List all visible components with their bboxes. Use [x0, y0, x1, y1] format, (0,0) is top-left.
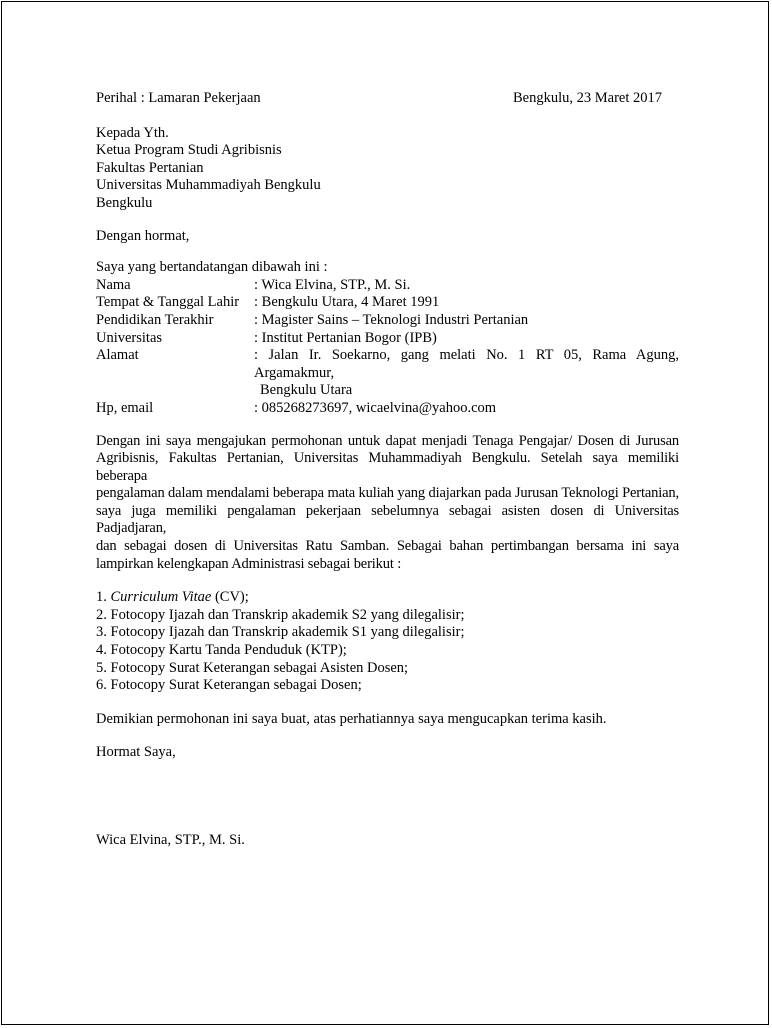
- signer-name: Wica Elvina, STP., M. Si.: [96, 832, 245, 848]
- info-row-address: [96, 347, 679, 382]
- recipient-line: Universitas Muhammadiyah Bengkulu: [96, 177, 321, 194]
- letter-content: [96, 90, 679, 850]
- subject-line: Perihal : Lamaran Pekerjaan: [96, 90, 261, 106]
- info-label: Universitas: [96, 329, 163, 346]
- info-value: : Institut Pertanian Bogor (IPB): [254, 329, 437, 346]
- info-row-contact: [96, 400, 679, 418]
- recipient-line: Bengkulu: [96, 194, 153, 211]
- info-row-university: [96, 330, 679, 348]
- attachment-suffix: (CV);: [211, 589, 249, 606]
- info-label: Tempat & Tanggal Lahir: [96, 294, 240, 311]
- body-paragraph: [96, 433, 679, 574]
- attachment-list: [96, 589, 679, 695]
- info-value: : Magister Sains – Teknologi Industri Pertanian: [254, 311, 529, 328]
- info-address-continuation: Bengkulu Utara: [260, 382, 353, 399]
- attachment-italic-title: Curriculum Vitae: [110, 589, 212, 606]
- paragraph-line: dan sebagai dosen di Universitas Ratu Samban. Sebagai bahan pertimbangan bersama ini saya: [96, 538, 679, 555]
- closing-sentence: Demikian permohonan ini saya buat, atas perhatiannya saya mengucapkan terima kasih.: [96, 710, 607, 727]
- info-label: Hp, email: [96, 399, 154, 416]
- attachment-item: 2. Fotocopy Ijazah dan Transkrip akademik S2 yang dilegalisir;: [96, 606, 465, 623]
- place-date: Bengkulu, 23 Maret 2017: [512, 90, 662, 106]
- info-value: : Bengkulu Utara, 4 Maret 1991: [254, 294, 440, 311]
- info-label: Pendidikan Terakhir: [96, 311, 214, 328]
- paragraph-line: Agribisnis, Fakultas Pertanian, Universitas Muhammadiyah Bengkulu. Setelah saya memiliki beberapa: [96, 450, 679, 484]
- attachment-item: 4. Fotocopy Kartu Tanda Penduduk (KTP);: [96, 642, 347, 659]
- intro-line: Saya yang bertandatangan dibawah ini :: [96, 259, 328, 276]
- recipient-line: Kepada Yth.: [96, 124, 169, 141]
- sign-off: Hormat Saya,: [96, 744, 176, 761]
- paragraph-line: saya juga memiliki pengalaman pekerjaan sebelumnya sebagai asisten dosen di Universitas Padjadjaran,: [96, 502, 679, 537]
- attachment-item: [96, 589, 679, 607]
- info-row-birth: [96, 294, 679, 312]
- attachment-item: 6. Fotocopy Surat Keterangan sebagai Dosen;: [96, 677, 362, 694]
- recipient-line: Ketua Program Studi Agribisnis: [96, 142, 282, 159]
- info-label: Alamat: [96, 347, 139, 364]
- attachment-item: 5. Fotocopy Surat Keterangan sebagai Asisten Dosen;: [96, 659, 409, 676]
- info-row-education: [96, 312, 679, 330]
- info-value: : 085268273697, wicaelvina@yahoo.com: [254, 399, 497, 416]
- recipient-block: [96, 125, 679, 213]
- info-value: : Jalan Ir. Soekarno, gang melati No. 1 RT 05, Rama Agung, Argamakmur,: [254, 347, 679, 381]
- paragraph-line: lampirkan kelengkapan Administrasi sebagai berikut :: [96, 555, 402, 572]
- info-value: : Wica Elvina, STP., M. Si.: [254, 276, 411, 293]
- paragraph-line: pengalaman dalam mendalami beberapa mata kuliah yang diajarkan pada Jurusan Teknologi Pertanian,: [96, 485, 679, 502]
- personal-info-table: [96, 277, 679, 418]
- info-row-name: [96, 277, 679, 295]
- paragraph-line: Dengan ini saya mengajukan permohonan untuk dapat menjadi Tenaga Pengajar/ Dosen di Jurusan: [96, 432, 679, 449]
- letter-header: [96, 90, 679, 108]
- greeting: Dengan hormat,: [96, 227, 190, 244]
- attachment-number: 1.: [96, 589, 111, 606]
- attachment-item: 3. Fotocopy Ijazah dan Transkrip akademik S1 yang dilegalisir;: [96, 624, 465, 641]
- info-label: Nama: [96, 276, 131, 293]
- recipient-line: Fakultas Pertanian: [96, 159, 204, 176]
- letter-page: [1, 1, 769, 1025]
